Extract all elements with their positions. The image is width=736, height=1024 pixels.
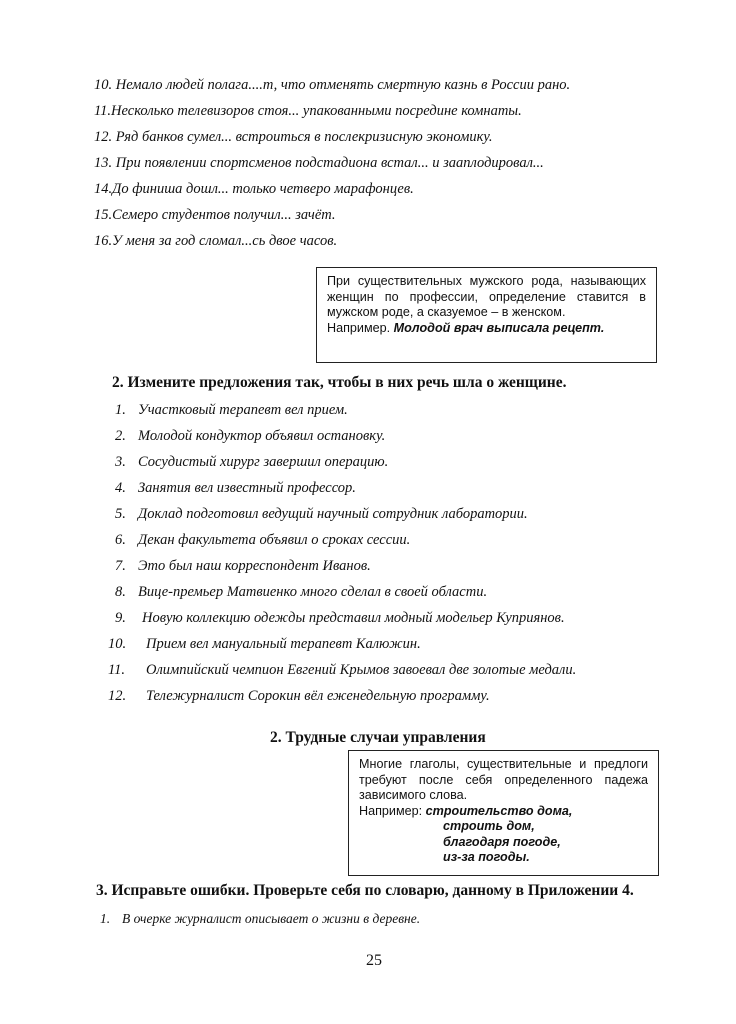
example-label: Например. xyxy=(327,320,391,335)
list-item: В очерке журналист описывает о жизни в деревне. xyxy=(122,911,421,926)
list-item: Доклад подготовил ведущий научный сотрудник лаборатории. xyxy=(138,506,528,522)
list-item: Занятия вел известный профессор. xyxy=(138,480,356,496)
top-item: 15.Семеро студентов получил... зачёт. xyxy=(94,207,336,223)
exercise-3-heading: 3. Исправьте ошибки. Проверьте себя по словарю, данному в Приложении 4. xyxy=(96,882,634,899)
item-number: 10. xyxy=(108,636,127,652)
top-item: 13. При появлении спортсменов подстадиона встал... и зааплодировал... xyxy=(94,155,544,171)
top-item: 14.До финиша дошл... только четверо марафонцев. xyxy=(94,181,414,197)
top-item: 10. Немало людей полага....т, что отменять смертную казнь в России рано. xyxy=(94,77,571,93)
top-item: 11.Несколько телевизоров стоя... упакованными посредине комнаты. xyxy=(94,103,522,119)
list-item: Молодой кондуктор объявил остановку. xyxy=(138,428,386,444)
section-heading: 2. Трудные случаи управления xyxy=(270,729,486,746)
exercise-2-heading: 2. Измените предложения так, чтобы в них речь шла о женщине. xyxy=(112,374,567,391)
example-text: из-за погоды. xyxy=(443,850,530,864)
item-number: 12. xyxy=(108,688,127,704)
rule-box-2 xyxy=(348,750,659,876)
list-item: Прием вел мануальный терапевт Калюжин. xyxy=(146,636,421,652)
example-text: строить дом, xyxy=(443,819,535,833)
rule-text: При существительных мужского рода, называющих женщин по профессии, определение ставится в мужском роде, а сказуемое – в женском. xyxy=(327,274,646,319)
example-text: Молодой врач выписала рецепт. xyxy=(393,320,605,335)
top-item: 16.У меня за год сломал...сь двое часов. xyxy=(94,233,338,249)
item-number: 3. xyxy=(115,454,126,470)
item-number: 1. xyxy=(100,911,111,926)
example-text: строительство дома, xyxy=(425,803,573,818)
list-item: Участковый терапевт вел прием. xyxy=(138,402,348,418)
top-item: 12. Ряд банков сумел... встроиться в послекризисную экономику. xyxy=(94,129,493,145)
item-number: 9. xyxy=(115,610,126,626)
rule-text: Многие глаголы, существительные и предлоги требуют после себя определенного падежа зависимого слова. xyxy=(359,757,648,802)
item-number: 6. xyxy=(115,532,126,548)
example-label: Например: xyxy=(359,803,423,818)
item-number: 1. xyxy=(115,402,126,418)
item-number: 8. xyxy=(115,584,126,600)
item-number: 7. xyxy=(115,558,126,574)
item-number: 5. xyxy=(115,506,126,522)
example-text: благодаря погоде, xyxy=(443,834,561,849)
item-number: 2. xyxy=(115,428,126,444)
list-item: Вице-премьер Матвиенко много сделал в своей области. xyxy=(138,584,488,600)
list-item: Это был наш корреспондент Иванов. xyxy=(138,558,371,574)
list-item: Декан факультета объявил о сроках сессии. xyxy=(138,532,411,548)
item-number: 4. xyxy=(115,480,126,496)
list-item: Новую коллекцию одежды представил модный модельер Куприянов. xyxy=(142,610,565,626)
list-item: Сосудистый хирург завершил операцию. xyxy=(138,454,389,470)
list-item: Олимпийский чемпион Евгений Крымов завоевал две золотые медали. xyxy=(146,662,577,678)
item-number: 11. xyxy=(108,662,126,678)
list-item: Тележурналист Сорокин вёл еженедельную программу. xyxy=(146,688,490,704)
page-number: 25 xyxy=(366,952,382,969)
rule-box-1 xyxy=(316,267,657,363)
